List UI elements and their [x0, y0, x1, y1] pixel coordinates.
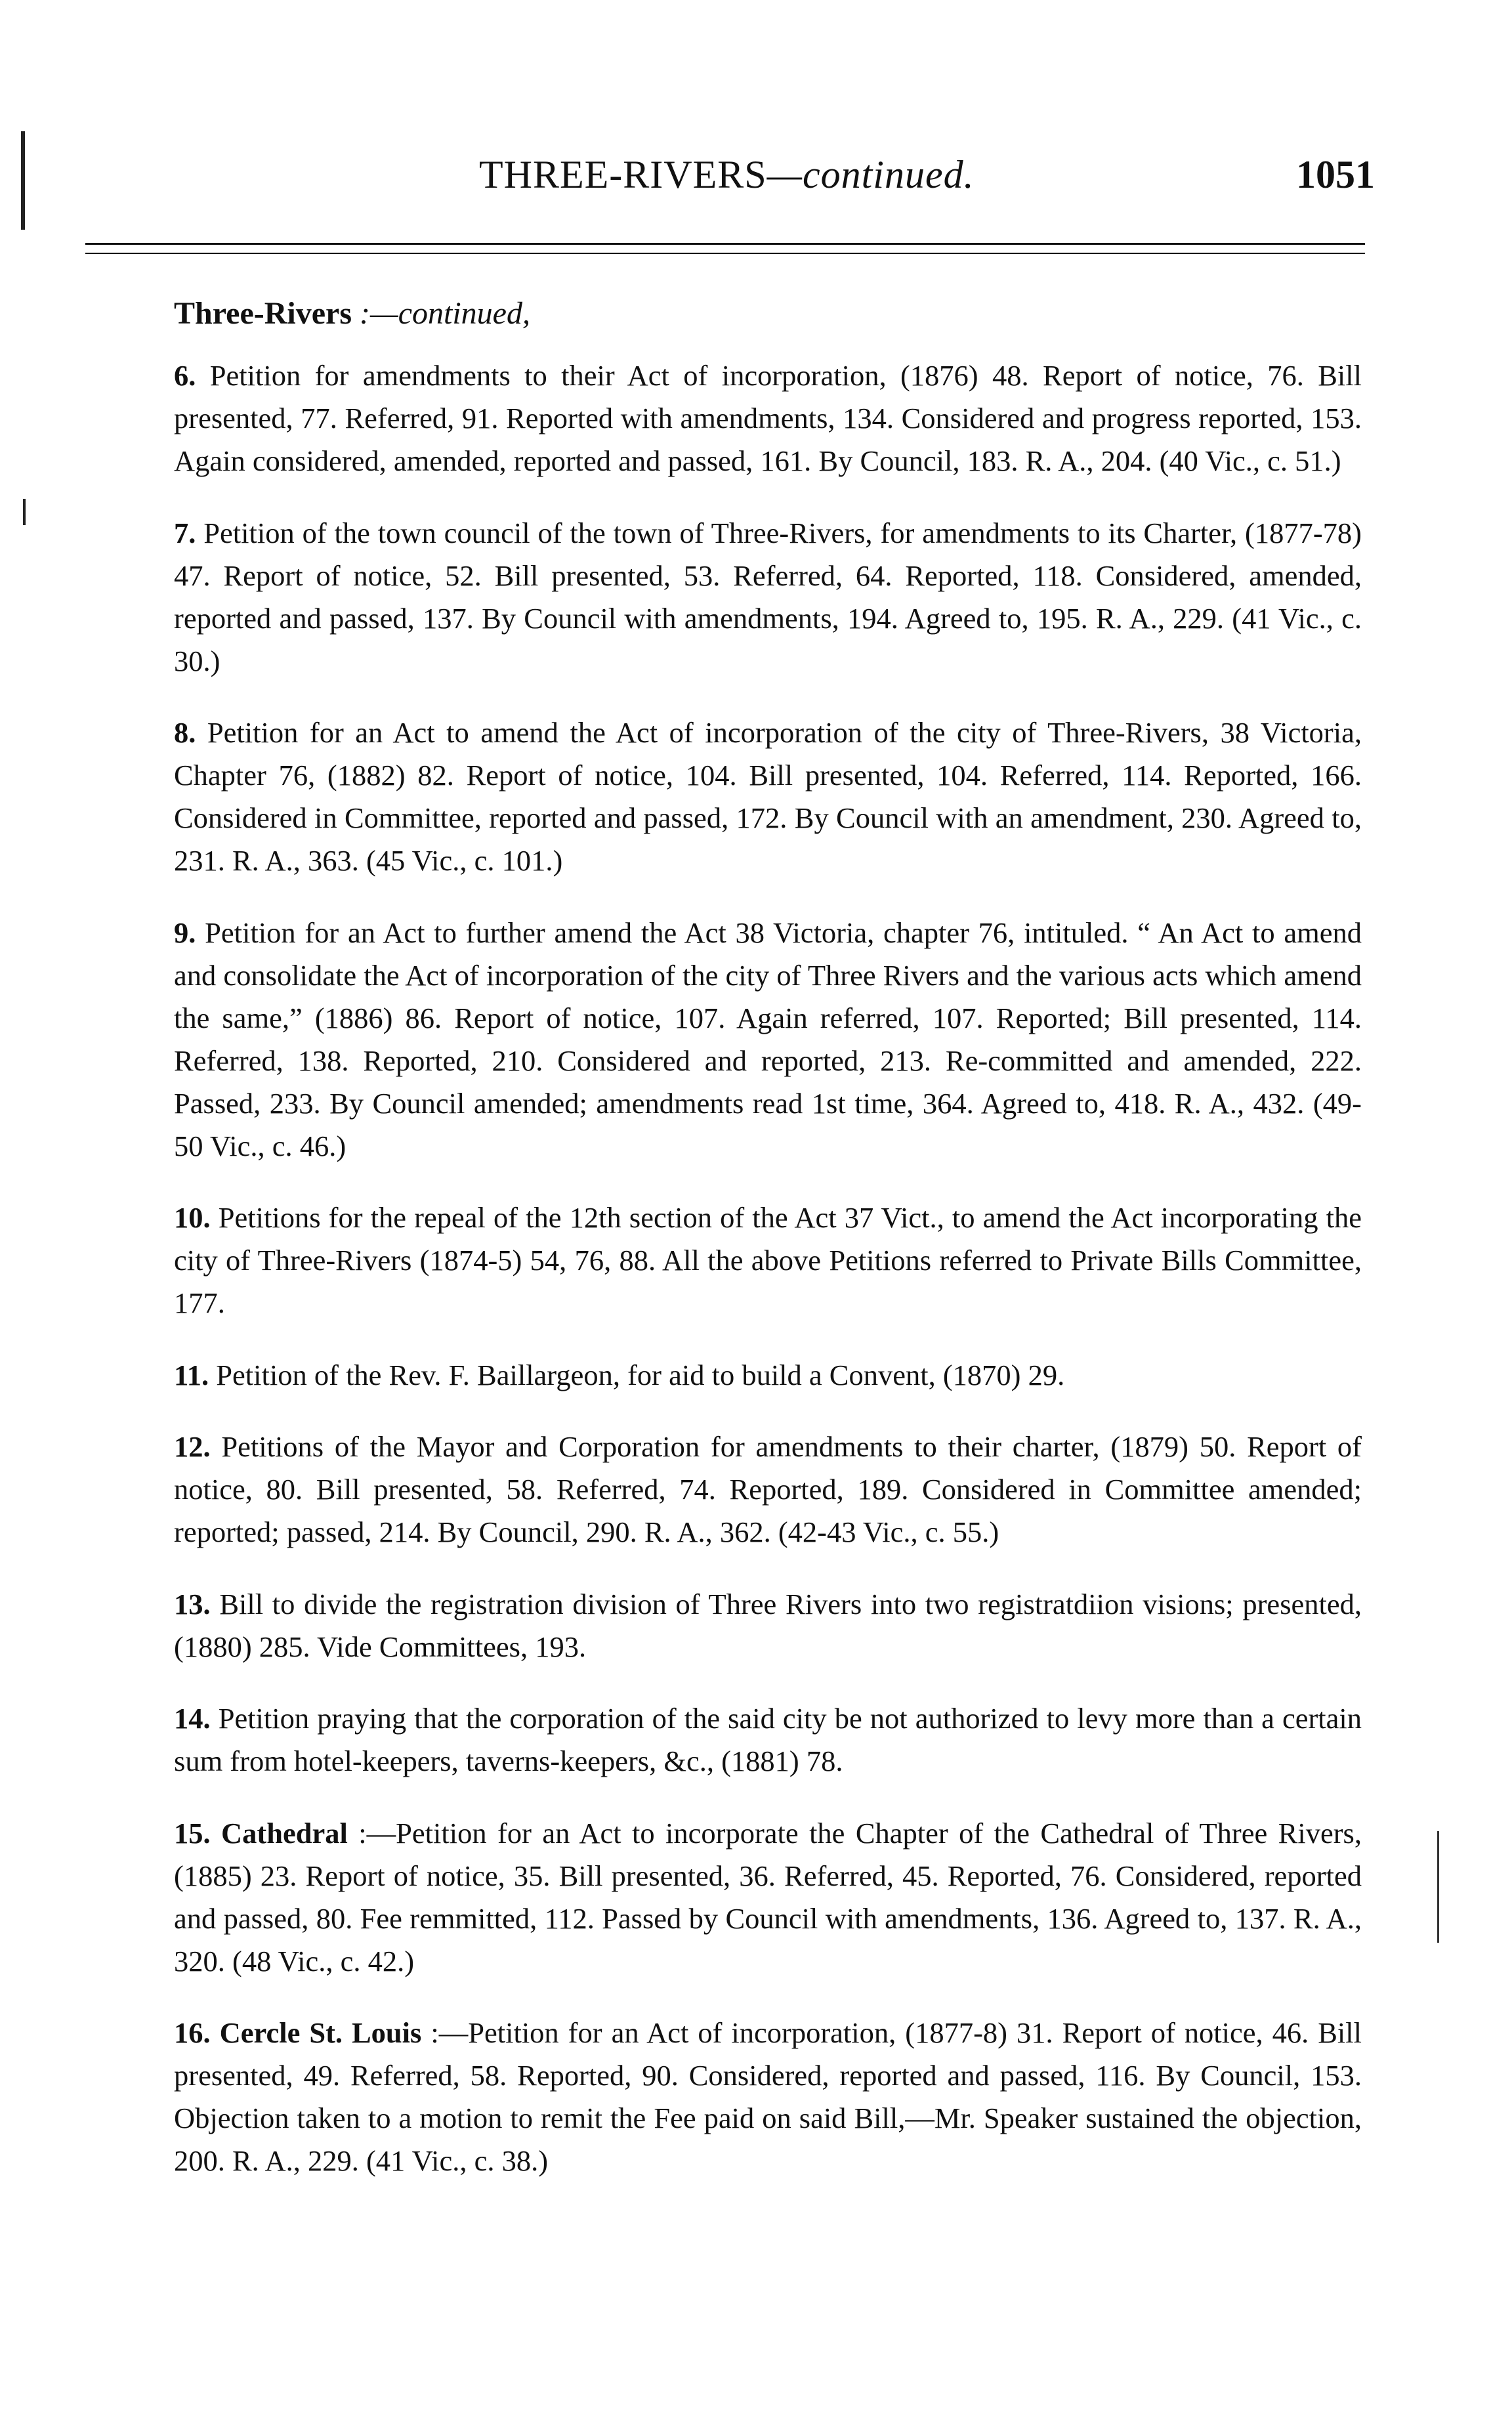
entry-15: [174, 1812, 1362, 1983]
entry-text: Petition of the Rev. F. Baillargeon, for aid to build a Convent, (1870) 29.: [209, 1358, 1065, 1391]
entry-16: [174, 2012, 1362, 2182]
entry-text: Petition of the town council of the town of Three-Rivers, for amendments to its Charter, (1877-78) 47. Report of notice, 52. Bill presented, 53. Referred, 64. Reported, 118. Considered, amended, reported and passed, 137. By Council with amendments, 194. Agreed to, 195. R. A., 229. (41 Vic., c. 30.): [174, 516, 1362, 677]
entry-number: 12.: [174, 1430, 211, 1463]
entry-number: 14.: [174, 1702, 211, 1735]
entry-text: Petitions of the Mayor and Corporation for amendments to their charter, (1879) 50. Report of notice, 80. Bill presented, 58. Referred, 74. Reported, 189. Considered in Committee amended; reported; passed, 214. By Council, 290. R. A., 362. (42-43 Vic., c. 55.): [174, 1430, 1362, 1548]
entry-12: [174, 1426, 1362, 1554]
entry-8: [174, 711, 1362, 882]
entry-number: 7.: [174, 516, 196, 549]
entry-number: 9.: [174, 916, 196, 949]
entry-number: 8.: [174, 716, 196, 749]
margin-bracket-mark: [1437, 1831, 1439, 1943]
entry-text: Petition for amendments to their Act of incorporation, (1876) 48. Report of notice, 76. Bill presented, 77. Referred, 91. Reported with amendments, 134. Considered and progress reported, 153. Again considered, amended, reported and passed, 161. By Council, 183. R. A., 204. (40 Vic., c. 51.): [174, 359, 1362, 477]
entry-9: [174, 912, 1362, 1168]
section-heading-suffix: :—continued,: [352, 296, 530, 331]
entry-name: Cathedral: [210, 1816, 348, 1850]
margin-scan-mark: [21, 131, 25, 230]
entry-text: Petition for an Act to further amend the Act 38 Victoria, chapter 76, intituled. “ An Act to amend and consolidate the Act of incorporation of the city of Three Rivers and the various acts which amend the same,” (1886) 86. Report of notice, 107. Again referred, 107. Reported; Bill presented, 114. Referred, 138. Reported, 210. Considered and reported, 213. Re-committed and amended, 222. Passed, 233. By Council amended; amendments read 1st time, 364. Agreed to, 418. R. A., 432. (49-50 Vic., c. 46.): [174, 916, 1362, 1162]
margin-scan-mark: [23, 499, 26, 525]
section-heading-name: Three-Rivers: [174, 296, 352, 331]
entry-11: [174, 1354, 1362, 1397]
entry-text: Petition praying that the corporation of the said city be not authorized to levy more than a certain sum from hotel-keepers, taverns-keepers, &c., (1881) 78.: [174, 1702, 1362, 1777]
running-head-suffix: —continued.: [766, 153, 975, 196]
entry-list: [174, 354, 1362, 2211]
running-head-title: THREE-RIVERS: [479, 153, 767, 196]
entry-14: [174, 1697, 1362, 1783]
entry-10: [174, 1196, 1362, 1324]
entry-text: Petitions for the repeal of the 12th section of the Act 37 Vict., to amend the Act incorporating the city of Three-Rivers (1874-5) 54, 76, 88. All the above Petitions referred to Private Bills Committee, 177.: [174, 1201, 1362, 1319]
page-number: 1051: [1296, 153, 1375, 196]
section-heading: [174, 295, 530, 331]
entry-7: [174, 512, 1362, 683]
entry-number: 15.: [174, 1816, 211, 1850]
entry-text: Bill to divide the registration division of Three Rivers into two registratdiion visions; presented, (1880) 285. Vide Committees, 193.: [174, 1587, 1362, 1663]
entry-number: 16.: [174, 2016, 211, 2049]
entry-text: Petition for an Act to amend the Act of incorporation of the city of Three-Rivers, 38 Victoria, Chapter 76, (1882) 82. Report of notice, 104. Bill presented, 104. Referred, 114. Reported, 166. Considered in Committee, reported and passed, 172. By Council with an amendment, 230. Agreed to, 231. R. A., 363. (45 Vic., c. 101.): [174, 716, 1362, 877]
entry-number: 11.: [174, 1358, 209, 1391]
running-head: [479, 152, 975, 198]
entry-name: Cercle St. Louis: [210, 2016, 422, 2049]
entry-text: :—Petition for an Act of incorporation, (1877-8) 31. Report of notice, 46. Bill presented, 49. Referred, 58. Reported, 90. Considered, reported and passed, 116. By Council, 153. Objection taken to a motion to remit the Fee paid on said Bill,—Mr. Speaker sustained the objection, 200. R. A., 229. (41 Vic., c. 38.): [174, 2016, 1362, 2177]
entry-number: 10.: [174, 1201, 211, 1234]
header-rule-secondary: [85, 253, 1365, 254]
entry-13: [174, 1583, 1362, 1668]
entry-number: 13.: [174, 1587, 211, 1620]
header-rule: [85, 243, 1365, 245]
entry-6: [174, 354, 1362, 482]
entry-text: :—Petition for an Act to incorporate the Chapter of the Cathedral of Three Rivers, (1885) 23. Report of notice, 35. Bill presented, 36. Referred, 45. Reported, 76. Considered, reported and passed, 80. Fee remmitted, 112. Passed by Council with amendments, 136. Agreed to, 137. R. A., 320. (48 Vic., c. 42.): [174, 1816, 1362, 1978]
entry-number: 6.: [174, 359, 196, 392]
